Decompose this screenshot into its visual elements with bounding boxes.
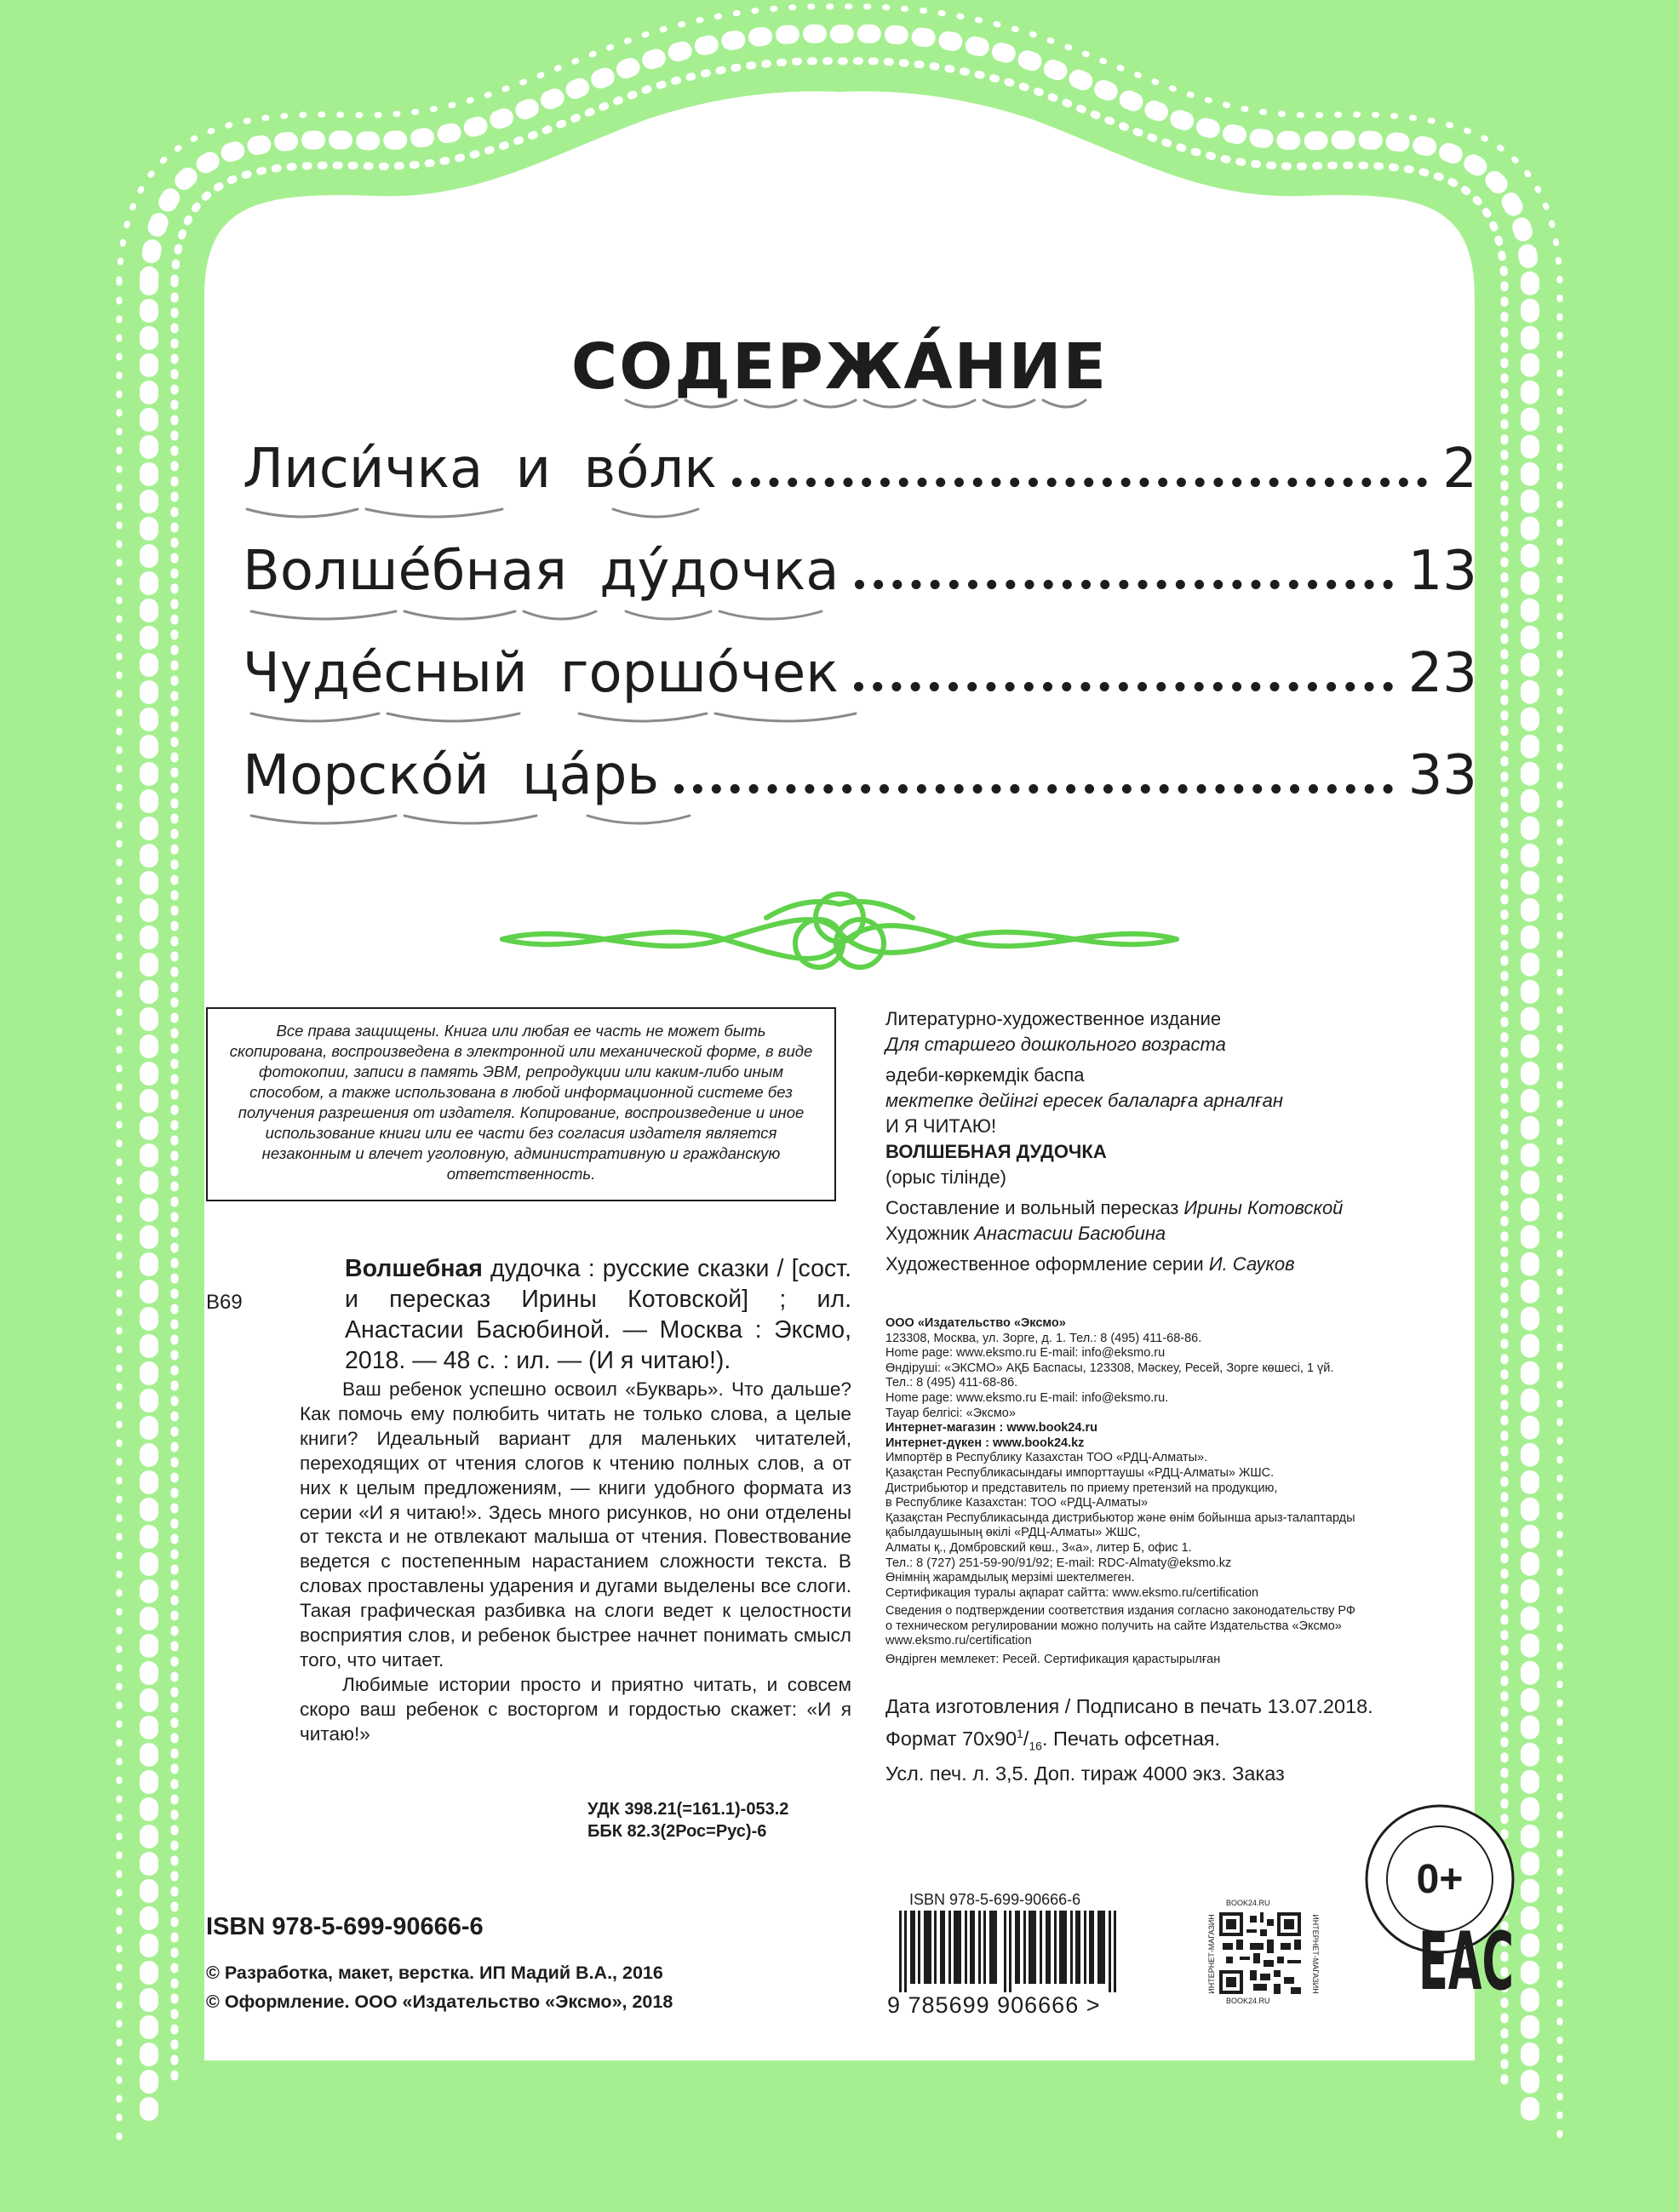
contents-item[interactable]	[243, 518, 1477, 603]
contents-item[interactable]	[243, 722, 1477, 807]
publisher-block	[885, 1316, 1355, 1668]
print-date: Дата изготовления / Подписано в печать 13.07.2018.	[885, 1695, 1373, 1717]
classification-codes	[587, 1798, 788, 1842]
contents-item-title: Волше́бная ду́дочка	[243, 540, 840, 603]
publisher-line: 123308, Москва, ул. Зорге, д. 1. Тел.: 8 (495) 411-68-86.	[885, 1331, 1202, 1345]
udk-code: УДК 398.21(=161.1)-053.2	[587, 1800, 789, 1819]
edition-type-ru: Литературно-художественное издание	[885, 1008, 1222, 1029]
edition-age-ru: Для старшего дошкольного возраста	[885, 1034, 1226, 1055]
copyright-line: © Оформление. ООО «Издательство «Эксмо», 2018	[206, 1991, 673, 2012]
copyrights	[206, 1958, 673, 2016]
contents-item-page: 23	[1407, 642, 1477, 705]
contents-item[interactable]	[243, 620, 1477, 705]
contents-item[interactable]	[243, 415, 1477, 501]
barcode-icon	[887, 1911, 1134, 1992]
isbn: ISBN 978-5-699-90666-6	[206, 1913, 484, 1940]
edition-age-kz: мектепке дейінгі ересек балаларға арналған	[885, 1090, 1283, 1111]
cert-line: о техническом регулировании можно получить на сайте Издательства «Эксмо»	[885, 1619, 1342, 1633]
publisher-line: Қазақстан Республикасындағы импорттаушы «РДЦ-Алматы» ЖШС.	[885, 1465, 1275, 1480]
publisher-line: Алматы қ., Домбровский көш., 3«а», литер Б, офис 1.	[885, 1540, 1192, 1555]
eac-label: EAC	[1418, 1916, 1514, 2009]
publisher-line: Тел.: 8 (727) 251-59-90/91/92; E-mail: RDC-Almaty@eksmo.kz	[885, 1556, 1232, 1570]
cert-line: www.eksmo.ru/certification	[885, 1634, 1032, 1648]
print-data	[885, 1693, 1373, 1787]
contents-item-page: 33	[1407, 744, 1477, 807]
publisher-line: Сертификация туралы ақпарат сайтта: www.eksmo.ru/certification	[885, 1585, 1259, 1600]
contents-item-page: 2	[1442, 438, 1477, 501]
book-title: ВОЛШЕБНАЯ ДУДОЧКА	[885, 1141, 1107, 1162]
series-design-name: И. Сауков	[1208, 1253, 1295, 1275]
cert-line: Сведения о подтверждении соответствия издания согласно законодательству РФ	[885, 1604, 1355, 1619]
barcode-isbn: ISBN 978-5-699-90666-6	[909, 1891, 1081, 1908]
origin-line: Өндірген мемлекет: Ресей. Сертификация қарастырылған	[885, 1653, 1221, 1667]
age-rating-label: 0+	[1416, 1857, 1464, 1902]
contents-item-leader	[855, 580, 1393, 589]
eac-mark-icon	[1415, 1907, 1517, 2009]
description-paragraph: Ваш ребенок успешно освоил «Букварь». Что дальше? Как помочь ему полюбить читать не только слова, а целые книги? Идеальный вариант для маленьких читателей, переходящих от чтения слогов к чтению полных слов, а от них к целым предложениям, — книги удобного формата из серии «И я читаю!». Здесь много рисунков, но они отделены от текста и не отвлекают малыша от чтения. Повествование ведется с постепенным нарастанием сложности текста. В словах проставлены ударения и дугами выделены все слоги. Такая графическая разбивка на слоги ведет к целостности восприятия слов, и ребенок быстрее начнет понимать смысл того, что читает.	[300, 1378, 851, 1670]
publisher-line: Интернет-дүкен : www.book24.kz	[885, 1436, 1085, 1450]
print-format: Формат $70х90^1/_{16}$. Печать офсетная.	[885, 1727, 1221, 1753]
artist-line	[885, 1221, 1481, 1246]
contents-item-leader	[854, 682, 1393, 691]
publisher-line: Өндіруші: «ЭКСМО» АҚБ Баспасы, 123308, Мәскеу, Ресей, Зорге көшесі, 1 үй.	[885, 1361, 1334, 1375]
publisher-line: Импортёр в Республику Казахстан ТОО «РДЦ-Алматы».	[885, 1451, 1208, 1465]
biblio-rest: дудочка : русские сказки / [сост. и пересказ Ирины Котовской] ; ил. Анастасии Басюбиной. — Москва : Эксмо, 2018. — 48 с. : ил. — (И я читаю!).	[345, 1255, 851, 1374]
qr-top-label: BOOK24.RU	[1226, 1899, 1270, 1907]
edition-type-kz: әдеби-көркемдік баспа	[885, 1064, 1085, 1086]
contents-item-title: Лиси́чка и во́лк	[243, 438, 717, 501]
publisher-line: ООО «Издательство «Эксмо»	[885, 1316, 1066, 1330]
publisher-line: Интернет-магазин : www.book24.ru	[885, 1421, 1098, 1436]
description-paragraph: Любимые истории просто и приятно читать, и совсем скоро ваш ребенок с восторгом и гордостью скажет: «И я читаю!»	[300, 1673, 851, 1745]
contents-item-title: Чуде́сный горшо́чек	[243, 642, 839, 705]
publisher-line: Дистрибьютор и представитель по приему претензий на продукцию,	[885, 1481, 1278, 1495]
barcode-digits: 9 785699 906666 >	[887, 1992, 1101, 2018]
contents-title: СОДЕРЖА́НИЕ	[570, 330, 1109, 404]
publisher-line: Home page: www.eksmo.ru E-mail: info@eksmo.ru	[885, 1346, 1166, 1361]
compiler-line	[885, 1195, 1481, 1221]
series-name: И Я ЧИТАЮ!	[885, 1115, 997, 1137]
edition-info	[885, 1006, 1481, 1277]
rights-notice: Все права защищены. Книга или любая ее часть не может быть скопирована, воспроизведена в электронной или механической форме, в виде фотокопии, записи в память ЭВМ, репродукции или каким-либо иным способом, а также использована в любой информационной системе без получения разрешения от издателя. Копирование, воспроизведение и иное использование книги или ее части без согласия издателя является незаконным и влечет уголовную, административную и гражданскую ответственность.	[206, 1007, 836, 1201]
compiler-label: Составление и вольный пересказ	[885, 1197, 1179, 1218]
bibliographic-record	[345, 1253, 851, 1376]
qr-code-icon[interactable]	[1219, 1912, 1301, 1994]
book-description	[300, 1378, 851, 1747]
contents-item-title: Морско́й ца́рь	[243, 744, 660, 807]
biblio-title: Волшебная	[345, 1255, 483, 1282]
series-design-label: Художественное оформление серии	[885, 1253, 1204, 1275]
artist-label: Художник	[885, 1223, 970, 1244]
publisher-line: қабылдаушының өкілі «РДЦ-Алматы» ЖШС,	[885, 1526, 1141, 1540]
publisher-line: в Республике Казахстан: ТОО «РДЦ-Алматы»	[885, 1496, 1149, 1510]
publisher-line: Тел.: 8 (495) 411-68-86.	[885, 1376, 1018, 1390]
book-language: (орыс тілінде)	[885, 1166, 1006, 1188]
contents-item-leader	[674, 784, 1393, 794]
artist-name: Анастасии Басюбина	[974, 1223, 1166, 1244]
compiler-name: Ирины Котовской	[1183, 1197, 1344, 1218]
publisher-line: Home page: www.eksmo.ru E-mail: info@eksmo.ru.	[885, 1390, 1169, 1405]
qr-right-label: ИНТЕРНЕТ-МАГАЗИН	[1310, 1914, 1320, 1994]
qr-left-label: ИНТЕРНЕТ-МАГАЗИН	[1206, 1914, 1216, 1994]
contents-item-leader	[732, 478, 1427, 487]
publisher-line: Өнімнің жарамдылық мерзімі шектелмеген.	[885, 1571, 1135, 1585]
copyright-line: © Разработка, макет, верстка. ИП Мадий В.А., 2016	[206, 1963, 663, 1983]
series-design-line	[885, 1252, 1481, 1277]
bbk-code: ББК 82.3(2Рос=Рус)-6	[587, 1822, 767, 1841]
contents-item-page: 13	[1407, 540, 1477, 603]
qr-bottom-label: BOOK24.RU	[1226, 1997, 1270, 2005]
print-volume: Усл. печ. л. 3,5. Доп. тираж 4000 экз. Заказ	[885, 1762, 1285, 1785]
publisher-line: Тауар белгісі: «Эксмо»	[885, 1406, 1016, 1420]
publisher-line: Қазақстан Республикасында дистрибьютор және өнім бойынша арыз-талаптарды	[885, 1510, 1355, 1525]
library-code: В69	[206, 1291, 243, 1314]
